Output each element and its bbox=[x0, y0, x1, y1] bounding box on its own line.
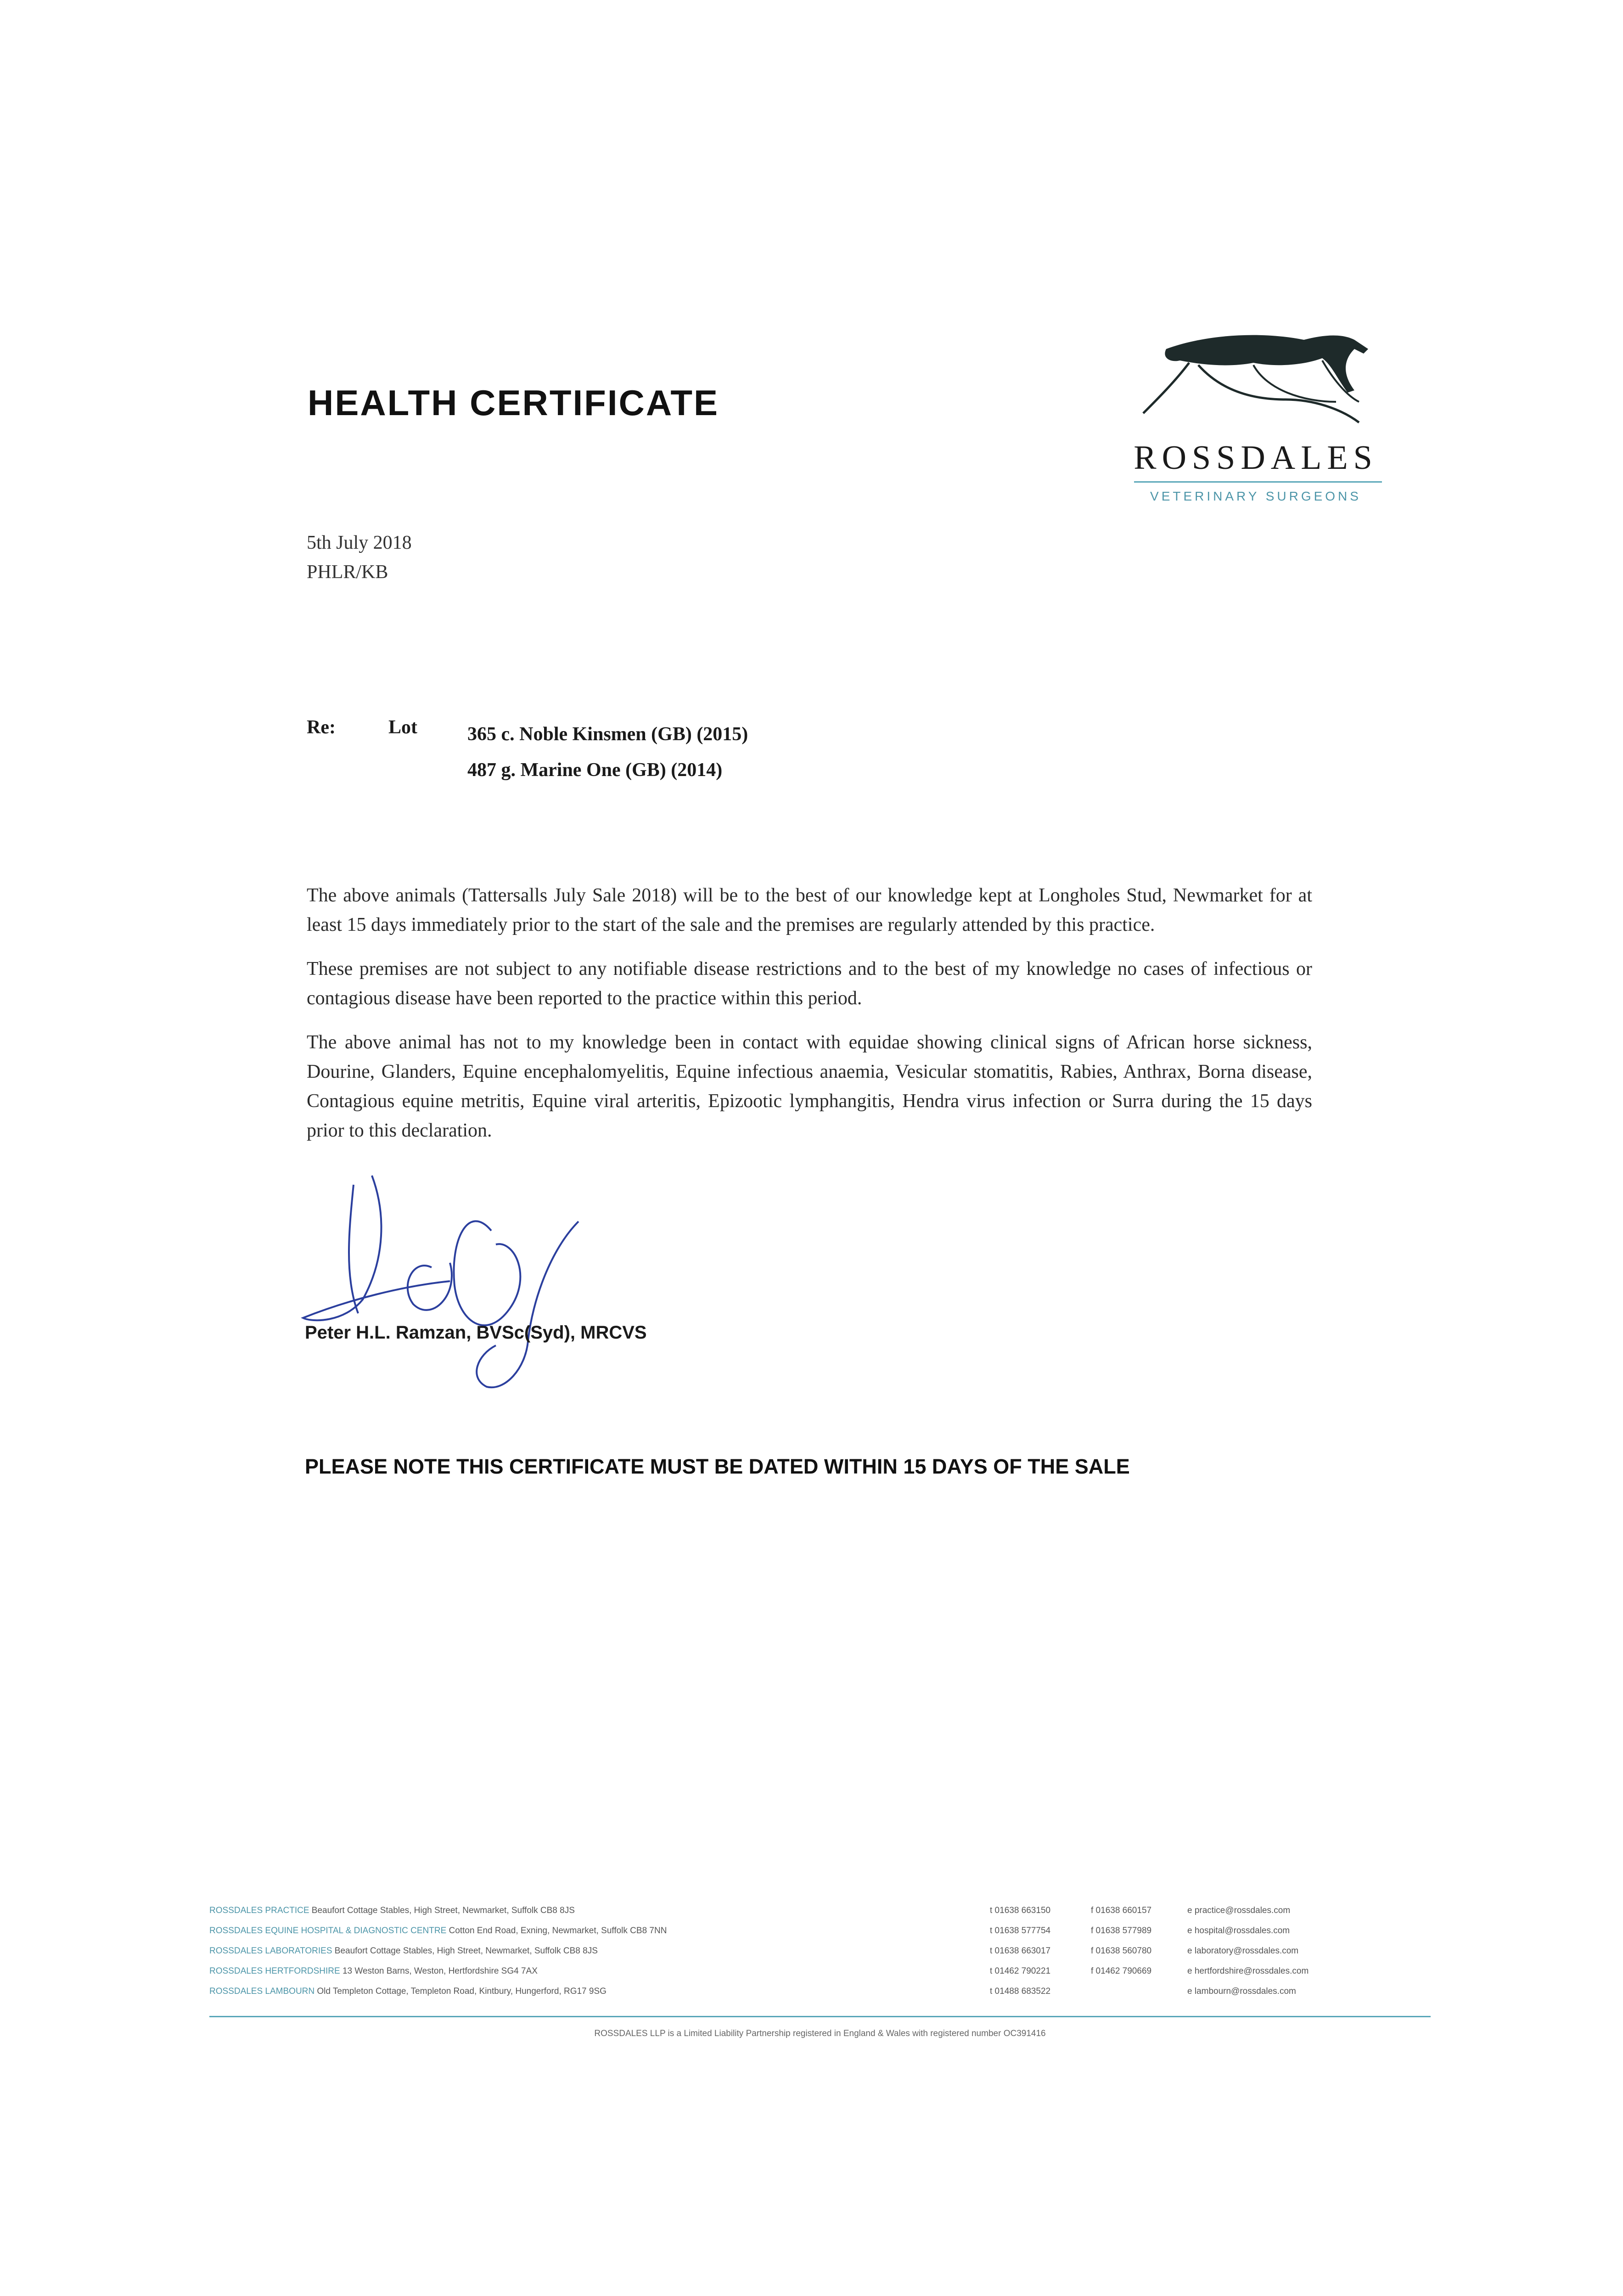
footer-office-row bbox=[209, 1986, 1435, 2005]
re-label: Re: bbox=[307, 717, 336, 738]
rossdales-logo bbox=[1120, 321, 1396, 514]
document-title: HEALTH CERTIFICATE bbox=[308, 383, 719, 423]
certificate-body bbox=[307, 881, 1312, 1160]
logo-divider bbox=[1134, 481, 1382, 483]
office-name: ROSSDALES LAMBOURN bbox=[209, 1986, 315, 1996]
lot-label: Lot bbox=[388, 717, 417, 738]
lot-item: 487 g. Marine One (GB) (2014) bbox=[467, 760, 723, 781]
office-telephone: t 01462 790221 bbox=[990, 1966, 1051, 1976]
office-address: Beaufort Cottage Stables, High Street, Newmarket, Suffolk CB8 8JS bbox=[334, 1946, 598, 1956]
office-telephone: t 01638 663017 bbox=[990, 1946, 1051, 1956]
footer-office-row bbox=[209, 1906, 1435, 1924]
galloping-horse-icon bbox=[1139, 321, 1377, 436]
footer-office-row bbox=[209, 1946, 1435, 1964]
office-email: e hertfordshire@rossdales.com bbox=[1187, 1966, 1309, 1976]
letter-date: 5th July 2018 bbox=[307, 532, 412, 553]
office-address: Beaufort Cottage Stables, High Street, Newmarket, Suffolk CB8 8JS bbox=[311, 1906, 575, 1915]
footer-divider bbox=[209, 2016, 1431, 2017]
letter-meta bbox=[307, 528, 412, 587]
office-address: 13 Weston Barns, Weston, Hertfordshire SG4 7AX bbox=[342, 1966, 538, 1976]
office-email: e lambourn@rossdales.com bbox=[1187, 1986, 1296, 1996]
letter-reference: PHLR/KB bbox=[307, 562, 388, 583]
office-name: ROSSDALES EQUINE HOSPITAL & DIAGNOSTIC CENTRE bbox=[209, 1926, 447, 1936]
office-telephone: t 01638 663150 bbox=[990, 1906, 1051, 1915]
logo-wordmark: ROSSDALES bbox=[1134, 439, 1378, 477]
logo-subtitle: VETERINARY SURGEONS bbox=[1150, 489, 1361, 503]
lot-item: 365 c. Noble Kinsmen (GB) (2015) bbox=[467, 724, 748, 745]
body-paragraph: These premises are not subject to any notifiable disease restrictions and to the best of my knowledge no cases of infectious or contagious disease have been reported to the practice within this period. bbox=[307, 958, 1312, 1009]
body-paragraph: The above animals (Tattersalls July Sale 2018) will be to the best of our knowledge kept at Longholes Stud, Newmarket for at least 15 days immediately prior to the start of the sale and the premises are regularly attended by this practice. bbox=[307, 885, 1312, 935]
office-telephone: t 01638 577754 bbox=[990, 1926, 1051, 1936]
handwritten-signature bbox=[294, 1148, 643, 1405]
office-name: ROSSDALES HERTFORDSHIRE bbox=[209, 1966, 340, 1976]
dating-notice: PLEASE NOTE THIS CERTIFICATE MUST BE DATED WITHIN 15 DAYS OF THE SALE bbox=[305, 1455, 1130, 1478]
office-email: e hospital@rossdales.com bbox=[1187, 1926, 1290, 1936]
office-email: e laboratory@rossdales.com bbox=[1187, 1946, 1299, 1956]
office-address: Cotton End Road, Exning, Newmarket, Suffolk CB8 7NN bbox=[449, 1926, 667, 1936]
office-fax: f 01462 790669 bbox=[1091, 1966, 1152, 1976]
office-fax: f 01638 577989 bbox=[1091, 1926, 1152, 1936]
office-telephone: t 01488 683522 bbox=[990, 1986, 1051, 1996]
office-email: e practice@rossdales.com bbox=[1187, 1906, 1291, 1915]
signatory-name: Peter H.L. Ramzan, BVSc(Syd), MRCVS bbox=[305, 1322, 647, 1343]
footer-office-row bbox=[209, 1926, 1435, 1944]
office-address: Old Templeton Cottage, Templeton Road, Kintbury, Hungerford, RG17 9SG bbox=[317, 1986, 607, 1996]
office-name: ROSSDALES LABORATORIES bbox=[209, 1946, 332, 1956]
footer-office-row bbox=[209, 1966, 1435, 1985]
office-fax: f 01638 560780 bbox=[1091, 1946, 1152, 1956]
office-fax: f 01638 660157 bbox=[1091, 1906, 1152, 1915]
body-paragraph: The above animal has not to my knowledge been in contact with equidae showing clinical signs of African horse sickness, Dourine, Glanders, Equine encephalomyelitis, Equine infectious anaemia, Vesicular stomatitis, Rabies, Anthrax, Borna disease, Contagious equine metritis, Equine viral arteritis, Epizootic lymphangitis, Hendra virus infection or Surra during the 15 days prior to this declaration. bbox=[307, 1032, 1312, 1141]
office-name: ROSSDALES PRACTICE bbox=[209, 1906, 309, 1915]
footer-legal-notice: ROSSDALES LLP is a Limited Liability Partnership registered in England & Wales with registered number OC391416 bbox=[594, 2029, 1046, 2038]
